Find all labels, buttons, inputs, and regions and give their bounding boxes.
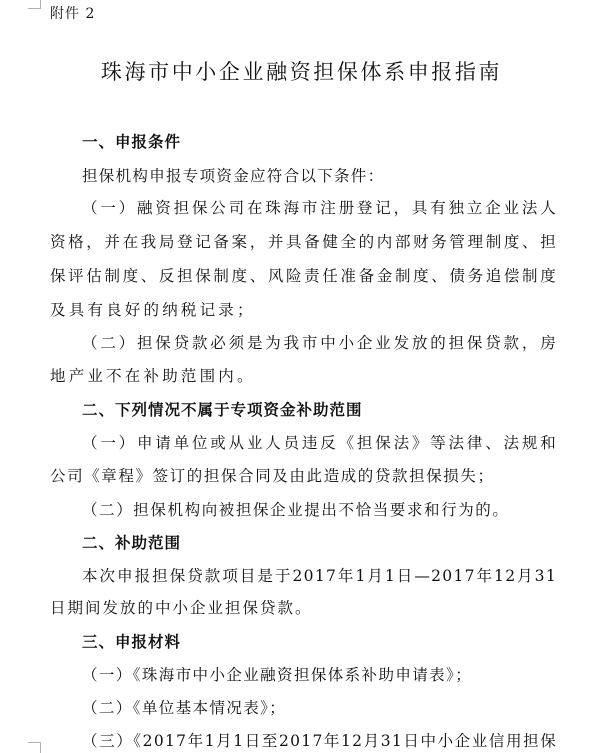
- materials-item3: （三）《2017年1月1日至2017年12月31日中小企业信用担保: [82, 732, 557, 750]
- materials-item1: （一）《珠海市中小企业融资担保体系补助申请表》；: [82, 666, 473, 684]
- conditions-item1-line1: （一）融资担保公司在珠海市注册登记，具有独立企业法人: [82, 199, 557, 217]
- conditions-item1-line3: 保评估制度、反担保制度、风险责任准备金制度、债务追偿制度: [50, 267, 557, 285]
- conditions-item2-line1: （二）担保贷款必须是为我市中小企业发放的担保贷款，房: [82, 334, 557, 352]
- conditions-item2-line2: 地产业不在补助范围内。: [50, 367, 256, 385]
- conditions-item1-line2: 资格，并在我局登记备案，并具备健全的内部财务管理制度、担: [50, 233, 557, 251]
- scope-body-line2: 日期间发放的中小企业担保贷款。: [50, 599, 313, 617]
- conditions-intro: 担保机构申报专项资金应符合以下条件：: [82, 167, 385, 185]
- exclusions-item1-line2: 公司《章程》签订的担保合同及由此造成的贷款担保损失；: [50, 467, 495, 485]
- exclusions-item2: （二）担保机构向被担保企业提出不恰当要求和行为的。: [82, 501, 510, 519]
- section-heading-exclusions: 二、下列情况不属于专项资金补助范围: [82, 401, 363, 419]
- scope-body-line1: 本次申报担保贷款项目是于2017年1月1日—2017年12月31: [82, 567, 557, 585]
- annex-label: 附件 2: [50, 6, 96, 22]
- exclusions-item1-line1: （一）申请单位或从业人员违反《担保法》等法律、法规和: [82, 434, 557, 452]
- section-heading-scope: 二、补助范围: [82, 534, 182, 552]
- materials-item2: （二）《单位基本情况表》；: [82, 699, 287, 717]
- document-title: 珠海市中小企业融资担保体系申报指南: [100, 60, 503, 84]
- section-heading-materials: 三、申报材料: [82, 633, 182, 651]
- page-corner-mark-bottom: [28, 742, 41, 753]
- page-corner-mark-top: [28, 0, 41, 9]
- conditions-item1-line4: 及具有良好的纳税记录；: [50, 301, 256, 319]
- section-heading-conditions: 一、申报条件: [82, 133, 182, 151]
